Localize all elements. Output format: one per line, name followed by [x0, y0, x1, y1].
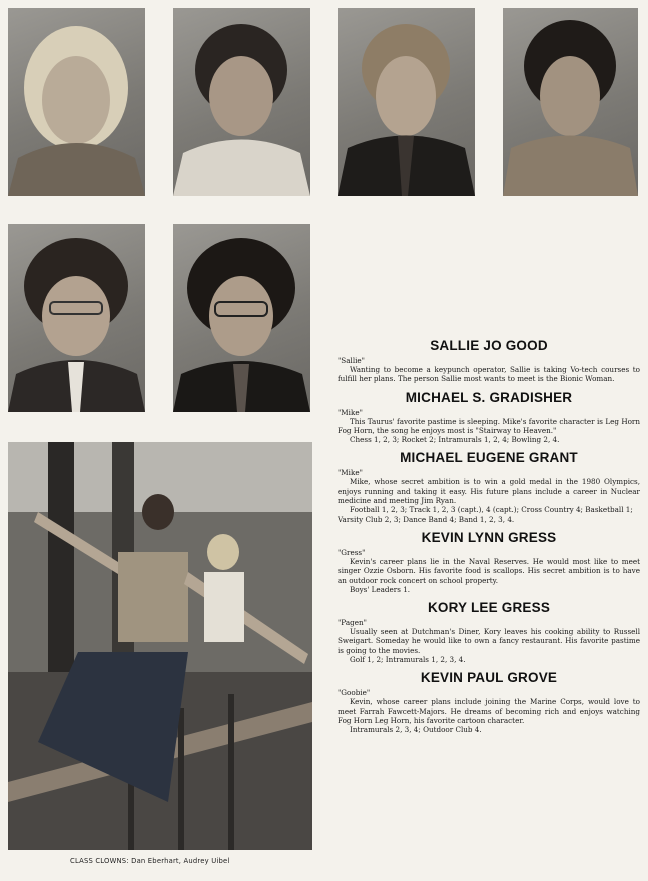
student-bio-text: This Taurus' favorite pastime is sleeping. Mike's favorite character is Leg Horn Fog Horn, the song he enjoys most is "Stairway to Heaven.": [338, 416, 640, 435]
student-activities: Chess 1, 2, 3; Rocket 2; Intramurals 1, 2, 4; Bowling 2, 4.: [350, 435, 560, 445]
bio-entry: [338, 338, 640, 384]
bio-entry: [338, 450, 640, 523]
student-activities: Intramurals 2, 3, 4; Outdoor Club 4.: [350, 725, 482, 735]
bio-entry: [338, 600, 640, 664]
portrait-photo-1: [8, 8, 145, 196]
student-activities: Boys' Leaders 1.: [350, 584, 411, 594]
bio-column: [338, 338, 640, 741]
portrait-photo-4: [503, 8, 638, 196]
bio-entry: [338, 670, 640, 734]
student-nickname: "Sallie": [338, 356, 365, 365]
bio-entry: [338, 390, 640, 445]
student-nickname: "Mike": [338, 468, 363, 478]
group-photo: [8, 442, 312, 850]
student-nickname: "Pagen": [338, 618, 367, 628]
student-bio-text: Kevin, whose career plans include joining the Marine Corps, would love to meet Farrah Fawcett-Majors. He dreams of becoming rich and enjoys watching Fog Horn Leg Horn, his favorite cartoon character.: [338, 697, 640, 725]
student-name: KORY LEE GRESS: [427, 600, 551, 616]
student-activities: Football 1, 2, 3; Track 1, 2, 3 (capt.), 4 (capt.); Cross Country 4; Basketball 1; Varsity Club 2, 3; Dance Band 4; Band 1, 2, 3, 4.: [338, 505, 633, 524]
student-nickname: "Mike": [338, 407, 363, 417]
bio-entry: [338, 530, 640, 594]
student-bio-text: Wanting to become a keypunch operator, Sallie is taking Vo-tech courses to fulfill her plans. The person Sallie most wants to meet is the Bionic Woman.: [338, 365, 640, 384]
portrait-photo-5: [8, 224, 145, 412]
portrait-photo-2: [173, 8, 310, 196]
student-name: KEVIN PAUL GROVE: [420, 670, 558, 686]
student-nickname: "Gress": [338, 547, 366, 557]
student-name: SALLIE JO GOOD: [430, 338, 548, 353]
student-name: MICHAEL S. GRADISHER: [405, 389, 573, 405]
student-nickname: "Goobie": [338, 688, 371, 698]
student-name: MICHAEL EUGENE GRANT: [400, 450, 578, 466]
portrait-photo-3: [338, 8, 475, 196]
student-bio-text: Kevin's career plans lie in the Naval Reserves. He would most like to meet singer Ozzie Osborn. His favorite food is scallops. His secret ambition is to have an outdoor rock concert on school property.: [338, 556, 640, 585]
student-name: KEVIN LYNN GRESS: [421, 529, 557, 545]
student-activities: Golf 1, 2; Intramurals 1, 2, 3, 4.: [350, 655, 466, 665]
student-bio-text: Mike, whose secret ambition is to win a gold medal in the 1980 Olympics, enjoys running and taking it easy. His future plans include a career in Nuclear medicine and meeting Jim Ryan.: [338, 477, 640, 506]
portrait-photo-6: [173, 224, 310, 412]
student-bio-text: Usually seen at Dutchman's Diner, Kory leaves his cooking ability to Russell Sweigart. Someday he would like to own a fancy restaurant. His favorite pastime is going to the movies.: [338, 627, 640, 655]
photo-caption: CLASS CLOWNS: Dan Eberhart, Audrey Uibel: [70, 857, 230, 865]
